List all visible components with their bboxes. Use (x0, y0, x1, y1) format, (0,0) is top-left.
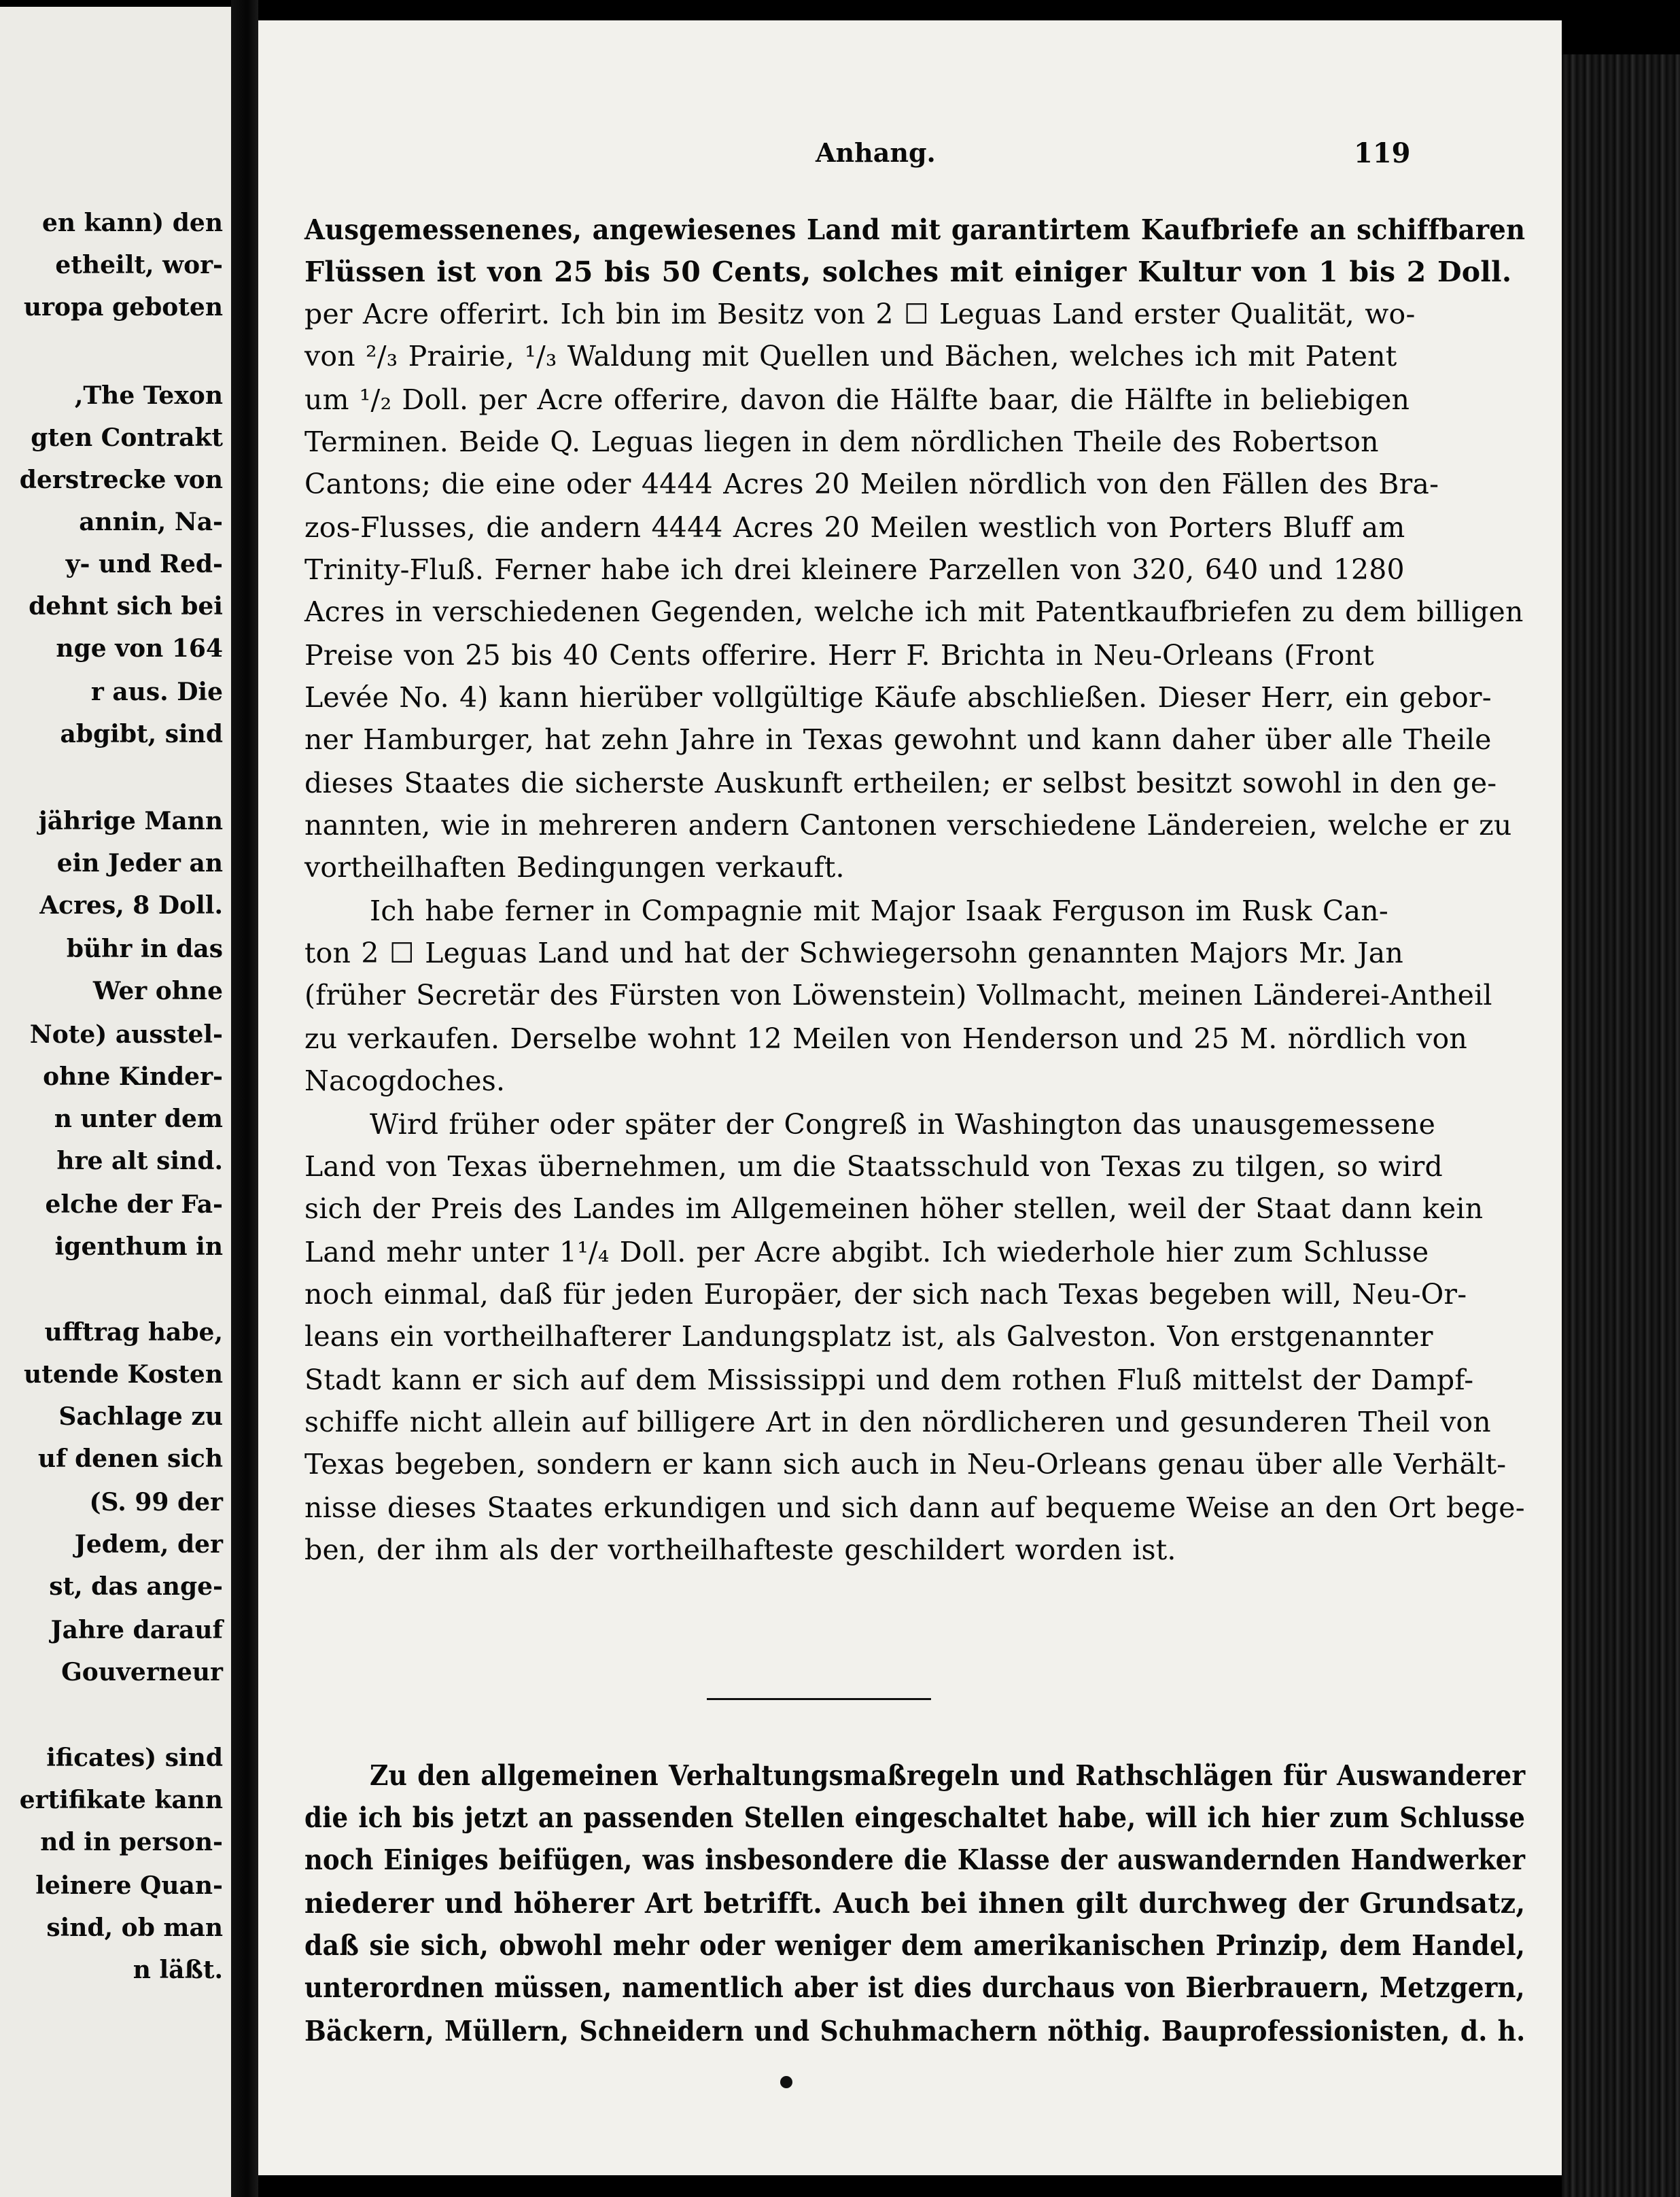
text-line: von ²/₃ Prairie, ¹/₃ Waldung mit Quellen und Bächen, welches ich mit Patent (304, 340, 1397, 373)
text-line: Texas begeben, sondern er kann sich auch in Neu-Orleans genau über alle Verhält- (304, 1448, 1507, 1481)
left-page-line: abgibt, sind (60, 720, 223, 748)
left-page-line: Sachlage zu (58, 1402, 223, 1431)
text-line: Land mehr unter 1¹/₄ Doll. per Acre abgibt. Ich wiederhole hier zum Schlusse (304, 1236, 1429, 1268)
text-line: Stadt kann er sich auf dem Mississippi und dem rothen Fluß mittelst der Dampf- (304, 1364, 1474, 1396)
left-page-line: etheilt, wor- (55, 251, 223, 279)
text-line: Land von Texas übernehmen, um die Staatsschuld von Texas zu tilgen, so wird (304, 1150, 1443, 1183)
left-page-line: en kann) den (41, 209, 223, 237)
text-line: Terminen. Beide Q. Leguas liegen in dem nördlichen Theile des Robertson (304, 426, 1379, 458)
text-line: schiffe nicht allein auf billigere Art in den nördlicheren und gesunderen Theil von (304, 1406, 1491, 1438)
left-page-line: n unter dem (54, 1105, 223, 1133)
left-page-line: nge von 164 (56, 634, 223, 663)
left-page-line: uropa geboten (23, 293, 223, 322)
text-line: Bäckern, Müllern, Schneidern und Schuhmachern nöthig. Bauprofessionisten, d. h. (304, 2015, 1526, 2047)
text-line: ner Hamburger, hat zehn Jahre in Texas gewohnt und kann daher über alle Theile (304, 723, 1492, 756)
page-number: 119 (1354, 137, 1411, 169)
left-page-line: y- und Red- (65, 550, 223, 578)
left-page-line: Note) ausstel- (29, 1020, 223, 1049)
left-page-line: igenthum in (54, 1232, 223, 1261)
left-page-line: sind, ob man (46, 1914, 223, 1942)
text-line: leans ein vortheilhafterer Landungsplatz ist, als Galveston. Von erstgenannter (304, 1320, 1433, 1353)
text-line: ben, der ihm als der vortheilhafteste geschildert worden ist. (304, 1534, 1176, 1566)
left-page-line: Gouverneur (61, 1658, 223, 1686)
left-page-line: elche der Fa- (45, 1190, 223, 1219)
running-title: Anhang. (816, 137, 936, 168)
left-page-line: Wer ohne (92, 977, 223, 1005)
left-page-line: ertifikate kann (19, 1786, 223, 1814)
page-header (258, 137, 1562, 178)
text-line: nisse dieses Staates erkundigen und sich dann auf bequeme Weise an den Ort bege- (304, 1491, 1525, 1524)
section-separator (707, 1698, 931, 1700)
left-page-line: ein Jeder an (56, 849, 223, 878)
left-page-line: Jedem, der (74, 1530, 223, 1559)
text-line: Preise von 25 bis 40 Cents offerire. Herr F. Brichta in Neu-Orleans (Front (304, 639, 1374, 672)
left-page-line: r aus. Die (90, 678, 223, 706)
page-edges (1562, 54, 1680, 2197)
text-line: zu verkaufen. Derselbe wohnt 12 Meilen von Henderson und 25 M. nördlich von (304, 1022, 1467, 1055)
left-page-line: uf denen sich (37, 1445, 223, 1473)
text-line: sich der Preis des Landes im Allgemeinen höher stellen, weil der Staat dann kein (304, 1192, 1484, 1225)
text-line: noch einmal, daß für jeden Europäer, der sich nach Texas begeben will, Neu-Or- (304, 1278, 1467, 1311)
text-line: um ¹/₂ Doll. per Acre offerire, davon die Hälfte baar, die Hälfte in beliebigen (304, 383, 1410, 416)
text-line: niederer und höherer Art betrifft. Auch bei ihnen gilt durchweg der Grundsatz, (304, 1887, 1526, 1920)
book-gutter (231, 0, 258, 2197)
left-page-line: annin, Na- (79, 508, 223, 536)
left-page-line: ohne Kinder- (43, 1062, 223, 1091)
left-page-line: ,The Texon (74, 381, 223, 410)
text-line: (früher Secretär des Fürsten von Löwenstein) Vollmacht, meinen Länderei-Antheil (304, 979, 1492, 1011)
text-line: Cantons; die eine oder 4444 Acres 20 Meilen nördlich von den Fällen des Bra- (304, 468, 1439, 500)
left-page-line: bühr in das (66, 935, 223, 963)
text-line: ton 2 ☐ Leguas Land und hat der Schwiegersohn genannten Majors Mr. Jan (304, 937, 1403, 969)
left-page-line: ufftrag habe, (44, 1318, 223, 1347)
left-page-line: jährige Mann (38, 807, 223, 835)
left-page (0, 7, 231, 2197)
left-page-line: leinere Quan- (35, 1871, 223, 1900)
text-line: daß sie sich, obwohl mehr oder weniger dem amerikanischen Prinzip, dem Handel, (304, 1929, 1526, 1962)
left-page-line: Jahre darauf (50, 1616, 223, 1644)
text-line: Ich habe ferner in Compagnie mit Major Isaak Ferguson im Rusk Can- (370, 895, 1388, 927)
text-line: zos-Flusses, die andern 4444 Acres 20 Meilen westlich von Porters Bluff am (304, 511, 1405, 544)
left-page-line: gten Contrakt (31, 423, 223, 452)
left-page-line: dehnt sich bei (29, 592, 223, 621)
text-line: vortheilhaften Bedingungen verkauft. (304, 851, 845, 884)
ink-dot (780, 2076, 792, 2088)
left-page-line: Acres, 8 Doll. (39, 891, 223, 920)
text-line: Nacogdoches. (304, 1065, 506, 1097)
text-line: Acres in verschiedenen Gegenden, welche ich mit Patentkaufbriefen zu dem billigen (304, 595, 1524, 628)
text-line: Trinity-Fluß. Ferner habe ich drei kleinere Parzellen von 320, 640 und 1280 (304, 553, 1405, 586)
text-line: Levée No. 4) kann hierüber vollgültige Käufe abschließen. Dieser Herr, ein gebor- (304, 681, 1492, 714)
left-page-line: derstrecke von (19, 466, 223, 494)
left-page-line: hre alt sind. (56, 1147, 223, 1175)
left-page-line: n läßt. (133, 1956, 223, 1984)
left-page-line: (S. 99 der (89, 1488, 223, 1517)
left-page-line: utende Kosten (24, 1360, 223, 1389)
right-page (258, 20, 1562, 2175)
text-line: dieses Staates die sicherste Auskunft ertheilen; er selbst besitzt sowohl in den ge- (304, 767, 1497, 799)
left-page-line: st, das ange- (49, 1572, 223, 1601)
text-line: noch Einiges beifügen, was insbesondere die Klasse der auswandernden Handwerker (304, 1844, 1526, 1876)
text-line: unterordnen müssen, namentlich aber ist dies durchaus von Bierbrauern, Metzgern, (304, 1971, 1525, 2004)
text-line: Wird früher oder später der Congreß in Washington das unausgemessene (370, 1108, 1436, 1141)
text-line: Zu den allgemeinen Verhaltungsmaßregeln und Rathschlägen für Auswanderer (370, 1759, 1526, 1792)
text-line: die ich bis jetzt an passenden Stellen eingeschaltet habe, will ich hier zum Schlusse (304, 1801, 1526, 1834)
left-page-line: nd in person- (40, 1828, 223, 1856)
left-page-line: ificates) sind (46, 1744, 223, 1772)
text-line: per Acre offerirt. Ich bin im Besitz von 2 ☐ Leguas Land erster Qualität, wo- (304, 298, 1416, 330)
text-line: Flüssen ist von 25 bis 50 Cents, solches mit einiger Kultur von 1 bis 2 Doll. (304, 256, 1512, 288)
text-line: nannten, wie in mehreren andern Cantonen verschiedene Ländereien, welche er zu (304, 809, 1512, 842)
text-line: Ausgemessenenes, angewiesenes Land mit garantirtem Kaufbriefe an schiffbaren (304, 213, 1526, 246)
